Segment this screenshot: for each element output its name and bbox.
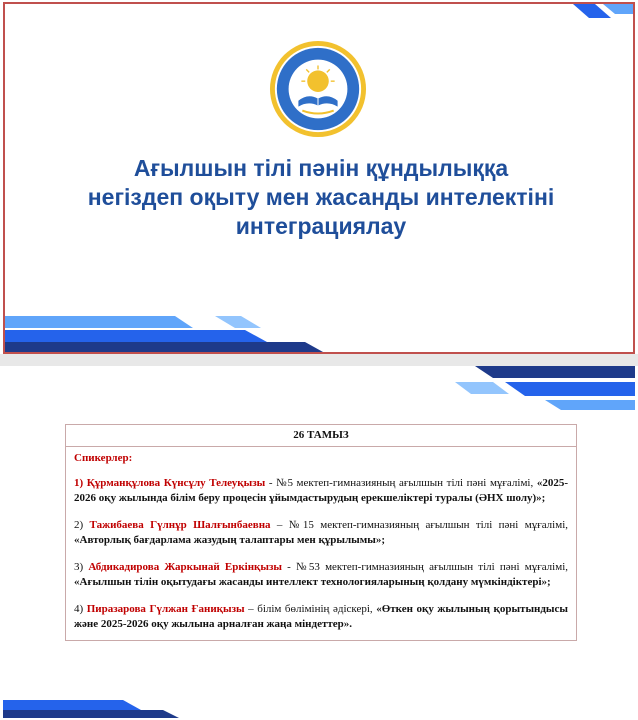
speaker-role: - №5 мектеп-гимназияның ағылшын тілі пәні мұғалімі, [265, 477, 534, 489]
speaker-role: - №53 мектеп-гимназияның ағылшын тілі пәні мұғалімі, [282, 561, 568, 573]
speaker-topic: «Авторлық бағдарлама жазудың талаптары мен құрылымы»; [74, 534, 386, 546]
speaker-role: – білім бөлімінің әдіскері, [244, 603, 373, 615]
speakers-label: Спикерлер: [74, 452, 133, 464]
title-line-2: негіздеп оқыту мен жасанды интелектіні [87, 184, 555, 210]
speaker-topic: «Ағылшын тілін оқытудағы жасанды интеллект технологияларының қолдану мүмкіндіктері»; [74, 576, 551, 588]
bottom-left-stripes [5, 280, 335, 352]
speaker-number: 3) [74, 561, 84, 573]
bottom-left-stripes [3, 688, 183, 718]
title-line-1: Ағылшын тілі пәнін құндылыққа [133, 155, 509, 181]
speaker-name: Абдикадирова Жаркынай Еркінқызы [88, 561, 282, 573]
speaker-name: Пиразарова Гүлжан Ғаниқызы [86, 603, 245, 615]
speakers-section [66, 447, 576, 640]
event-date: 26 ТАМЫЗ [66, 425, 576, 447]
title-slide [3, 2, 635, 354]
speaker-number: 1) [74, 477, 84, 489]
program-table [65, 424, 577, 641]
slide-title [35, 154, 607, 241]
speaker-topic: «Өткен оқу жылының қорытындысы және 2025-2026 оқу жылына арналған жаңа міндеттер». [74, 603, 568, 630]
speaker-role: – №15 мектеп-гимназияның ағылшын тілі пәні мұғалімі, [270, 519, 568, 531]
title-line-3: интеграциялау [235, 213, 407, 239]
speaker-number: 4) [74, 603, 84, 615]
top-right-stripes [415, 366, 635, 422]
speaker-number: 2) [74, 519, 84, 531]
speaker-item-3 [74, 560, 568, 590]
speaker-item-1 [74, 476, 568, 506]
speaker-name: Құрманқұлова Күнсұлу Телеуқызы [86, 477, 266, 489]
education-department-logo [269, 40, 367, 138]
program-slide [3, 366, 635, 718]
speaker-item-2 [74, 518, 568, 548]
speaker-item-4 [74, 602, 568, 632]
speaker-name: Тажибаева Гүлнұр Шалғынбаевна [89, 519, 271, 531]
top-right-stripes [453, 4, 633, 44]
slide-divider [0, 354, 638, 366]
speaker-topic: «2025-2026 оқу жылында білім беру процесін ұйымдастырудың ерекшеліктері туралы (ӘНХ шолу)»; [74, 477, 569, 504]
